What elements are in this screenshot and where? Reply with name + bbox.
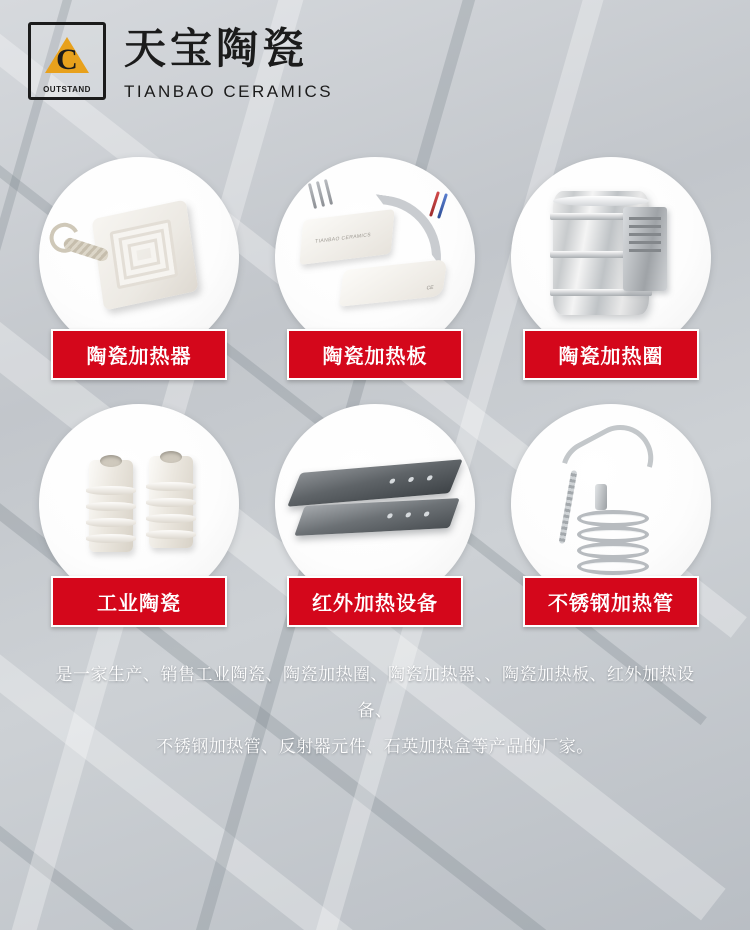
product-label[interactable]: 陶瓷加热圈 [523,329,699,380]
product-card[interactable] [498,404,724,627]
description-line-2: 不锈钢加热管、反射器元件、石英加热盒等产品的厂家。 [156,737,594,756]
product-image-circle [511,157,711,357]
product-image-circle [511,404,711,604]
brand-names [124,22,333,102]
industrial-ceramic-bushing-icon [39,404,239,604]
product-card[interactable] [262,404,488,627]
ceramic-heating-board-icon: TIANBAO CERAMICS CE [275,157,475,357]
product-card[interactable] [262,157,488,380]
company-logo-icon [28,22,106,100]
infrared-heating-panel-icon [275,404,475,604]
product-label[interactable]: 陶瓷加热板 [287,329,463,380]
product-label[interactable]: 陶瓷加热器 [51,329,227,380]
logo-wordmark: OUTSTAND [43,85,91,94]
ceramic-band-heater-icon [511,157,711,357]
product-image-circle [275,404,475,604]
product-label[interactable]: 工业陶瓷 [51,576,227,627]
brand-name-en: TIANBAO CERAMICS [124,82,334,101]
product-card[interactable] [26,157,252,380]
description-line-1: 是一家生产、销售工业陶瓷、陶瓷加热圈、陶瓷加热器、、陶瓷加热板、红外加热设备、 [55,665,695,720]
brand-name-cn: 天宝陶瓷 [124,25,309,72]
product-card[interactable] [498,157,724,380]
logo-letter: C [56,43,78,76]
stainless-coil-heater-icon [511,404,711,604]
product-image-circle [275,157,475,357]
product-image-circle [39,404,239,604]
product-label[interactable]: 不锈钢加热管 [523,576,699,627]
brand-header [0,0,750,145]
ceramic-heater-plate-icon [39,157,239,357]
product-card[interactable] [26,404,252,627]
company-description [0,657,750,765]
product-grid [0,145,750,627]
product-label[interactable]: 红外加热设备 [287,576,463,627]
product-image-circle [39,157,239,357]
